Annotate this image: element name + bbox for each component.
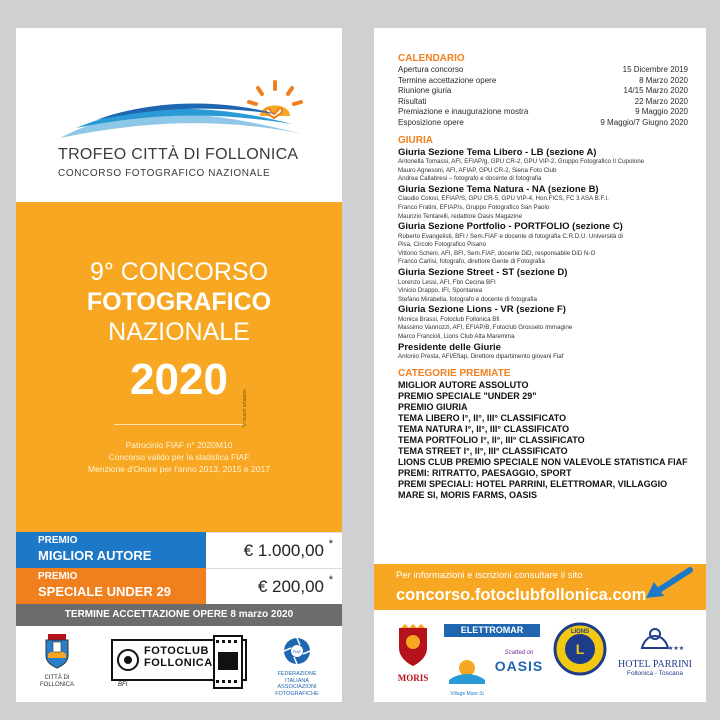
jury-member: Vittorio Scheni, AFI, BFI, Sem.FIAF, docente DiD, responsabile DiD N-O — [398, 249, 596, 257]
city-follonica-logo — [34, 632, 80, 689]
elettromar-text: ELETTROMAR — [444, 624, 540, 637]
jury-member: Marco Francioli, Lions Club Alta Maremma — [398, 332, 515, 340]
jury-section-title: Giuria Sezione Lions - VR (sezione F) — [398, 304, 566, 316]
calendar-date: 9 Maggio/7 Giugno 2020 — [600, 117, 688, 127]
calendar-row — [398, 65, 688, 76]
menzione-line: Menzione d'Onore per l'anno 2013, 2015 e 2017 — [88, 464, 270, 474]
fiaf-short: FIAF — [292, 649, 302, 654]
lions-text: LIONS — [570, 629, 590, 635]
jury-section-title: Presidente delle Giurie — [398, 341, 501, 353]
fotoclub-name — [144, 646, 213, 669]
category-item: TEMA LIBERO I°, II°, III° CLASSIFICATO — [398, 412, 567, 423]
jury-section-title: Giuria Sezione Tema Libero - LB (sezione A) — [398, 146, 597, 158]
jury-member: Antonio Presta, AFI/Efiap, Direttore dipartimento giovani Fiaf — [398, 353, 564, 361]
prize-star: * — [328, 574, 333, 586]
statistica-line: Concorso valido per la statistica FIAF — [108, 452, 250, 462]
fotoclub-name-2: FOLLONICA — [144, 656, 213, 669]
patrocinio-line: Patrocinio FIAF n° 2020M10 — [125, 440, 233, 450]
lions-emblem-icon — [553, 622, 607, 676]
prize-label — [16, 532, 206, 568]
jury-member: Antonella Tomassi, AFI, EFIAP/g, GPU CR-2, GPU VIP-2, Gruppo Fotografico Il Cupolone — [398, 158, 645, 166]
calendar-label: Apertura concorso — [398, 65, 464, 74]
parrini-emblem-icon — [638, 622, 685, 652]
info-bar — [374, 564, 706, 610]
jury-section-title: Giuria Sezione Tema Natura - NA (sezione B) — [398, 183, 599, 195]
jury-member: Pisa, Circolo Fotografico Pisano — [398, 241, 487, 249]
category-item: MIGLIOR AUTORE ASSOLUTO — [398, 379, 529, 390]
prize-label — [16, 568, 206, 604]
jury-heading: GIURIA — [398, 134, 433, 146]
category-item: TEMA NATURA I°, II°, III° CLASSIFICATO — [398, 423, 570, 434]
trofeo-title: TROFEO CITTÀ DI FOLLONICA — [58, 146, 299, 163]
trofeo-subtitle: CONCORSO FOTOGRAFICO NAZIONALE — [58, 168, 271, 179]
category-item: PREMIO SPECIALE "UNDER 29" — [398, 390, 537, 401]
jury-member: Vinicio Drappo, IFI, Spontanea — [398, 287, 483, 295]
prize-label-bottom: MIGLIOR AUTORE — [38, 548, 152, 563]
fiaf-name-4: FOTOGRAFICHE — [275, 690, 319, 697]
category-item: TEMA PORTFOLIO I°, II°, III° CLASSIFICATO — [398, 434, 585, 445]
jury-member: Andrea Callabresi – fotografo e docente di fotografia — [398, 175, 542, 183]
waves-icon — [56, 98, 306, 142]
calendar-row — [398, 76, 688, 87]
prize-label-top: PREMIO — [38, 571, 78, 582]
oasis-logo — [494, 644, 544, 674]
category-item: TEMA STREET I°, II°, III° CLASSIFICATO — [398, 445, 568, 456]
fotoclub-logo — [110, 634, 248, 694]
prize-label-top: PREMIO — [38, 535, 78, 546]
moris-farms-logo — [390, 624, 436, 683]
info-text: Per informazioni e iscrizioni consultare il sito — [396, 570, 583, 581]
jury-member: Massimo Vannozzi, AFI, EFIAP/B, Fotoclub Grosseto Immagine — [398, 324, 573, 332]
prize-under-29 — [16, 568, 342, 604]
moris-crest-icon — [395, 624, 431, 668]
fotoclub-bfi: BFI — [118, 682, 128, 688]
fiaf-logo — [262, 636, 332, 697]
right-flyer-panel — [374, 28, 706, 702]
calendar-row — [398, 86, 688, 97]
sponsor-logos — [374, 618, 706, 702]
categories-heading: CATEGORIE PREMIATE — [398, 367, 511, 379]
village-logo — [444, 656, 490, 697]
calendar-date: 22 Marzo 2020 — [634, 96, 688, 106]
headline-line-1: 9° CONCORSO — [89, 258, 269, 286]
jury-member: Franco Carlisi, fotografo, direttore Gente di Fotografia — [398, 258, 545, 266]
elettromar-logo — [444, 624, 540, 637]
prize-miglior-autore — [16, 532, 342, 568]
calendar-label: Esposizione opere — [398, 117, 464, 127]
city-crest-icon — [42, 632, 72, 670]
categories-list — [398, 380, 688, 479]
trofeo-logo — [16, 28, 342, 230]
jury-section-title: Giuria Sezione Street - ST (sezione D) — [398, 267, 568, 278]
village-text: Village Mare Si — [450, 691, 484, 697]
prize-value-box — [206, 532, 342, 568]
headline-line-2: FOTOGRAFICO — [86, 288, 272, 316]
jury-member: Franco Fratini, EFIAP/s, Gruppo Fotografico San Paolo — [398, 203, 550, 211]
calendar-label: Premiazione e inaugurazione mostra — [398, 107, 529, 117]
special-prizes: PREMI SPECIALI: HOTEL PARRINI, ELETTROMAR, VILLAGGIO MARE SI, MORIS FARMS, OASIS — [398, 478, 668, 500]
calendar-date: 8 Marzo 2020 — [639, 75, 688, 85]
calendar-list — [398, 65, 688, 129]
calendar-date: 9 Maggio 2020 — [635, 107, 688, 117]
jury-member: Stefano Mirabella, fotografo e docente di fotografia — [398, 295, 537, 303]
prize-star: * — [328, 538, 333, 550]
website-link[interactable]: concorso.fotoclubfollonica.com — [396, 586, 647, 604]
amazon-note: *in buoni amazon — [242, 389, 248, 428]
jury-list — [398, 147, 688, 362]
headline-block — [16, 202, 342, 532]
fiaf-name-1: FEDERAZIONE — [277, 671, 317, 677]
jury-member: Claudio Colosi, EFIAP/S, GPU CR-5, GPU VIP-4, Hon.FICS, FC 3 ASA B.F.I. — [398, 195, 609, 203]
headline-line-3: NAZIONALE — [108, 318, 250, 346]
organizer-logos — [16, 630, 342, 702]
jury-member: Monica Brassi, Fotoclub Follonica Bfi — [398, 315, 500, 323]
moris-text: MORIS — [397, 673, 429, 683]
oasis-small-text: Scatted on — [504, 650, 534, 656]
calendar-row — [398, 97, 688, 108]
headline-year: 2020 — [130, 355, 228, 404]
jury-member: Maurizio Tentarelli, redattore Oasis Magazine — [398, 212, 523, 220]
city-name-1: CITTÀ DI — [44, 675, 70, 681]
parrini-city: Follonica - Toscana — [627, 670, 683, 677]
left-flyer-panel — [16, 28, 342, 702]
city-name-2: FOLLONICA — [39, 682, 74, 689]
calendar-row — [398, 107, 688, 118]
calendar-date: 15 Dicembre 2019 — [622, 65, 688, 74]
deadline-bar: TERMINE ACCETTAZIONE OPERE 8 marzo 2020 — [16, 604, 342, 626]
jury-member: Mauro Agnesoni, AFI, AFIAP, GPU CR-2, Siena Foto Club — [398, 166, 557, 174]
lions-logo — [552, 622, 608, 681]
calendar-heading: CALENDARIO — [398, 53, 465, 64]
divider — [114, 424, 244, 425]
calendar-label: Riunione giuria — [398, 86, 452, 96]
fiaf-name-3: ASSOCIAZIONI — [277, 684, 317, 691]
details-column — [398, 52, 688, 501]
hotel-parrini-logo — [612, 622, 698, 677]
prize-label-bottom: SPECIALE UNDER 29 — [38, 584, 171, 599]
svg-text:★★★: ★★★ — [668, 646, 685, 652]
category-item: PREMIO GIURIA — [398, 401, 468, 412]
jury-member: Roberto Evangelisti, BFI / Sem.FIAF e docente di fotografia C.R.D.U. Università di — [398, 232, 623, 240]
prize-value: € 200,00 — [257, 577, 324, 596]
fiaf-aperture-icon — [282, 636, 312, 666]
village-sun-icon — [447, 656, 487, 686]
svg-text:L: L — [575, 641, 585, 657]
calendar-date: 14/15 Marzo 2020 — [623, 86, 688, 96]
prize-value-box — [206, 568, 342, 604]
jury-section-title: Giuria Sezione Portfolio - PORTFOLIO (sezione C) — [398, 221, 623, 233]
prize-value: € 1.000,00 — [243, 541, 324, 560]
category-item: PREMI: RITRATTO, PAESAGGIO, SPORT — [398, 467, 572, 478]
jury-member: Lorenzo Lessi, AFI, Fbn Cecina BFI — [398, 278, 496, 286]
calendar-row — [398, 118, 688, 129]
oasis-text: OASIS — [494, 658, 544, 674]
parrini-name: HOTEL PARRINI — [618, 659, 692, 670]
fotoclub-name-1: FOTOCLUB — [144, 645, 209, 657]
calendar-label: Risultati — [398, 96, 427, 106]
calendar-label: Termine accettazione opere — [398, 75, 497, 85]
fiaf-name-2: ITALIANA — [284, 677, 310, 684]
arrow-pointer-icon — [636, 566, 696, 606]
category-item: LIONS CLUB PREMIO SPECIALE NON VALEVOLE STATISTICA FIAF — [398, 456, 688, 467]
